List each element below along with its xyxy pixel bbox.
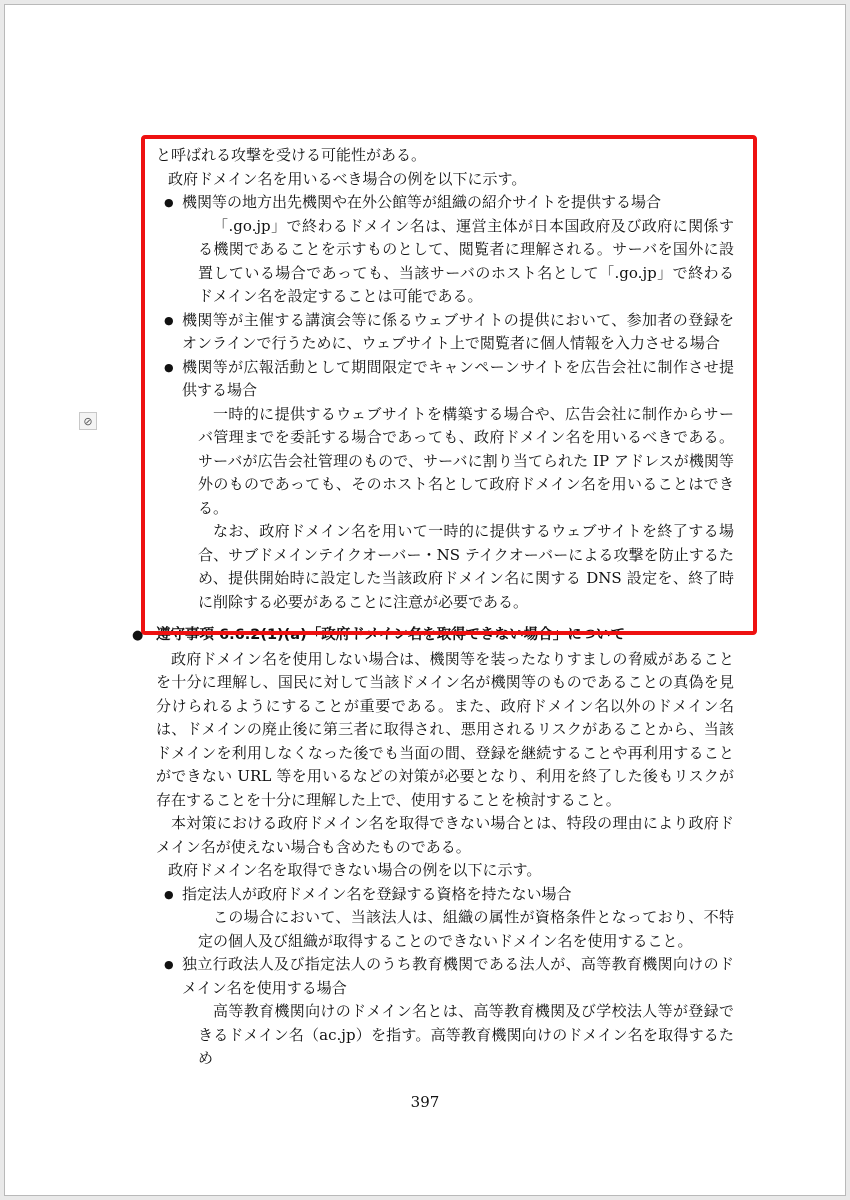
- bullet-dot: ●: [164, 360, 174, 374]
- paragraph-text: 「.go.jp」で終わるドメイン名は、運営主体が日本国政府及び政府に関係する機関であることを示すものとして、閲覧者に理解される。サーバを国外に設置している場合であっても、当該サーバのホスト名として「.go.jp」で終わるドメイン名を設定することは可能である。: [198, 216, 734, 305]
- paragraph: [156, 215, 734, 309]
- paragraph-text: 指定法人が政府ドメイン名を登録する資格を持たない場合: [182, 884, 572, 903]
- bullet-dot: ●: [164, 313, 174, 327]
- bullet-dot: ●: [164, 196, 174, 209]
- paragraph-text: と呼ばれる攻撃を受ける可能性がある。: [156, 146, 427, 164]
- paragraph: [156, 144, 734, 168]
- paragraph-text: 政府ドメイン名を用いるべき場合の例を以下に示す。: [168, 169, 527, 188]
- bullet-dot: ●: [132, 628, 144, 643]
- bullet-item: [156, 356, 734, 403]
- bullet-item: [156, 953, 734, 1000]
- paragraph-text: 機関等が主催する講演会等に係るウェブサイトの提供において、参加者の登録をオンラインで行うために、ウェブサイト上で閲覧者に個人情報を入力させる場合: [182, 310, 734, 352]
- page-number: 397: [410, 1093, 440, 1111]
- paragraph-text: 機関等が広報活動として期間限定でキャンペーンサイトを広告会社に制作させ提供する場合: [182, 357, 734, 399]
- bullet-item: [156, 309, 734, 356]
- paragraph-text: 独立行政法人及び指定法人のうち教育機関である法人が、高等教育機関向けのドメイン名を使用する場合: [182, 955, 734, 997]
- paragraph: [156, 906, 734, 953]
- paragraph-text: 機関等の地方出先機関や在外公館等が組織の紹介サイトを提供する場合: [182, 193, 661, 211]
- bullet-item: [156, 191, 734, 215]
- paragraph-text: 政府ドメイン名を使用しない場合は、機関等を装ったなりすましの脅威があることを十分に理解し、国民に対して当該ドメイン名が機関等のものであることの真偽を見分けられるようにすることが重要である。また、政府ドメイン名以外のドメイン名は、ドメインの廃止後に第三者に取得され、悪用されるリスクがあることから、当該ドメインを利用しなくなった後でも当面の間、登録を継続することや再利用することができない URL 等を用いるなどの対策が必要となり、利用を終了した後もリスクが存在することを十分に理解した上で、使用することを検討すること。: [156, 649, 734, 809]
- paragraph: [156, 403, 734, 521]
- margin-note-icon[interactable]: ⊘: [79, 412, 97, 430]
- bullet-dot: ●: [164, 887, 174, 901]
- paragraph-text: 一時的に提供するウェブサイトを構築する場合や、広告会社に制作からサーバ管理までを委託する場合であっても、政府ドメイン名を用いるべきである。サーバが広告会社管理のもので、サーバに割り当てられた IP アドレスが機関等外のものであっても、そのホスト名として政府ドメイン名を用いることはできる。: [198, 404, 734, 517]
- bullet-item: [156, 883, 734, 907]
- paragraph: [156, 520, 734, 614]
- section-heading: [132, 624, 734, 648]
- paragraph-text: 本対策における政府ドメイン名を取得できない場合とは、特段の理由により政府ドメイン名が使えない場合も含めたものである。: [156, 814, 734, 856]
- document-body: [132, 144, 734, 1071]
- paragraph-text: なお、政府ドメイン名を用いて一時的に提供するウェブサイトを終了する場合、サブドメインテイクオーバー・NS テイクオーバーによる攻撃を防止するため、提供開始時に設定した当該政府ドメイン名に関する DNS 設定を、終了時に削除する必要があることに注意が必要である。: [198, 522, 734, 611]
- paragraph-text: 遵守事項 6.6.2(1)(a)「政府ドメイン名を取得できない場合」について: [156, 627, 625, 643]
- paragraph-text: この場合において、当該法人は、組織の属性が資格条件となっており、不特定の個人及び組織が取得することのできないドメイン名を使用すること。: [198, 908, 734, 950]
- paragraph: [156, 648, 734, 813]
- paragraph: [156, 859, 734, 883]
- paragraph: [156, 812, 734, 859]
- paragraph-text: 高等教育機関向けのドメイン名とは、高等教育機関及び学校法人等が登録できるドメイン名（ac.jp）を指す。高等教育機関向けのドメイン名を取得するため: [198, 1002, 734, 1067]
- paragraph-text: 政府ドメイン名を取得できない場合の例を以下に示す。: [168, 861, 542, 879]
- bullet-dot: ●: [164, 958, 174, 971]
- paragraph: [156, 168, 734, 192]
- paragraph: [156, 1000, 734, 1071]
